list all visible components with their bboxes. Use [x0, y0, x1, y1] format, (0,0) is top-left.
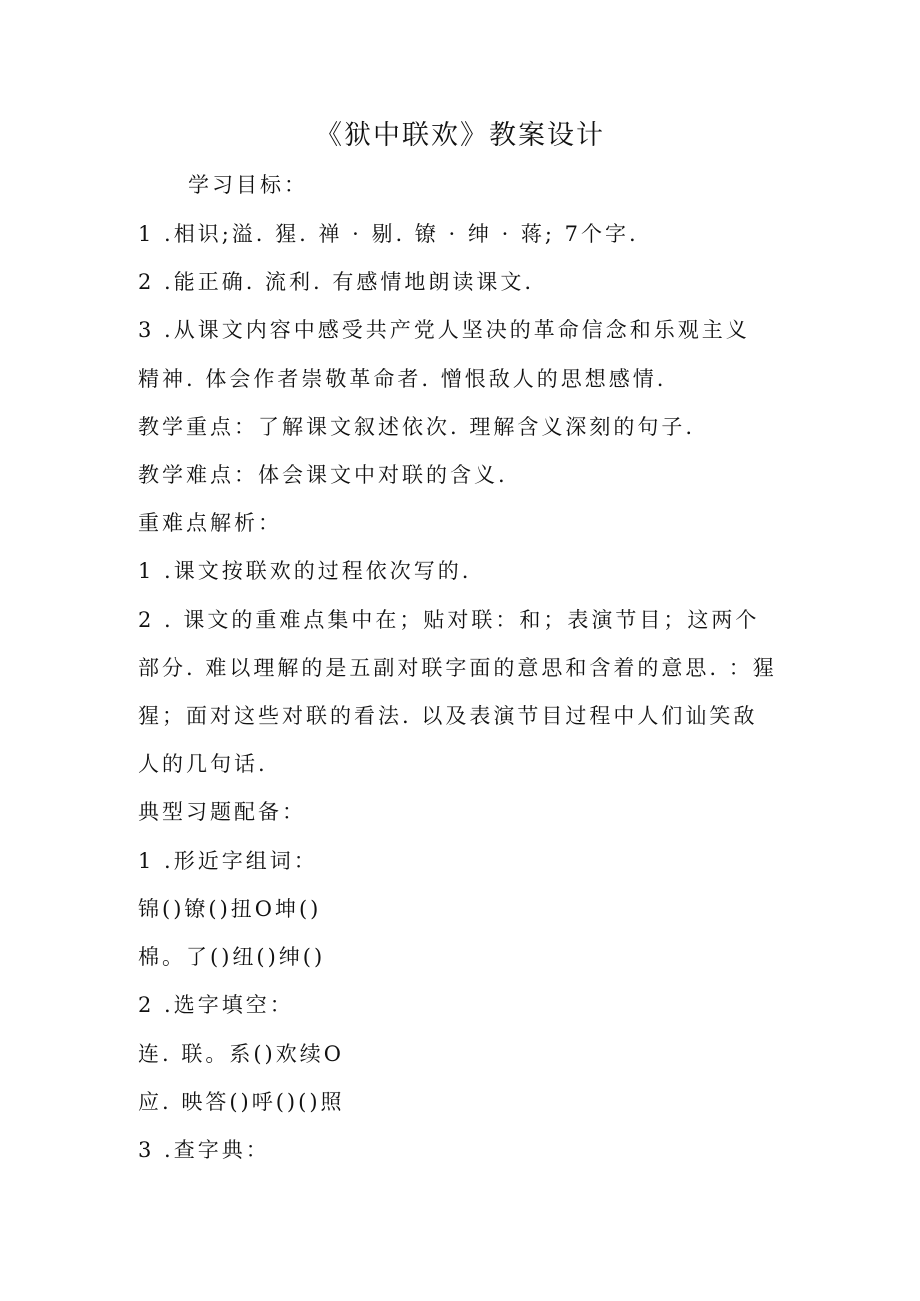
section-heading-key-points: 教学重点：了解课文叙述依次. 理解含义深刻的句子.: [138, 415, 696, 439]
exercise-heading: 2 .选字填空：: [138, 993, 294, 1017]
exercise-heading: 3 .查字典：: [138, 1138, 270, 1162]
text-line: 1 .课文按联欢的过程依次写的.: [138, 559, 472, 583]
text-line: 3 .从课文内容中感受共产党人坚决的革命信念和乐观主义: [138, 318, 750, 342]
section-heading-difficult-points: 教学难点：体会课文中对联的含义.: [138, 463, 508, 487]
exercise-line: 连. 联。系()欢续O: [138, 1042, 344, 1066]
text-line: 猩；面对这些对联的看法. 以及表演节目过程中人们讪笑敌: [138, 704, 758, 728]
text-line: 1 .相识;溢. 猩. 禅 · 剔. 镣 · 绅 · 蒋; 7个字.: [138, 222, 639, 246]
section-heading-analysis: 重难点解析：: [138, 511, 282, 535]
exercise-line: 锦()镣()扭O坤(): [138, 897, 322, 921]
section-heading-exercises: 典型习题配备：: [138, 800, 306, 824]
section-heading-learning-goals: 学习目标：: [188, 173, 308, 197]
exercise-line: 棉。了()纽()绅(): [138, 945, 326, 969]
exercise-line: 应. 映答()呼()()照: [138, 1090, 345, 1114]
text-line: 精神. 体会作者崇敬革命者. 憎恨敌人的思想感情.: [138, 367, 667, 391]
text-line: 人的几句话.: [138, 752, 268, 776]
text-line: 2 . 课文的重难点集中在；贴对联：和；表演节目；这两个: [138, 608, 760, 632]
exercise-heading: 1 .形近字组词：: [138, 849, 318, 873]
text-line: 2 .能正确. 流利. 有感情地朗读课文.: [138, 270, 535, 294]
document-title: 《狱中联欢》教案设计: [315, 120, 605, 151]
text-line: 部分. 难以理解的是五副对联字面的意思和含着的意思. ：猩: [138, 656, 777, 680]
